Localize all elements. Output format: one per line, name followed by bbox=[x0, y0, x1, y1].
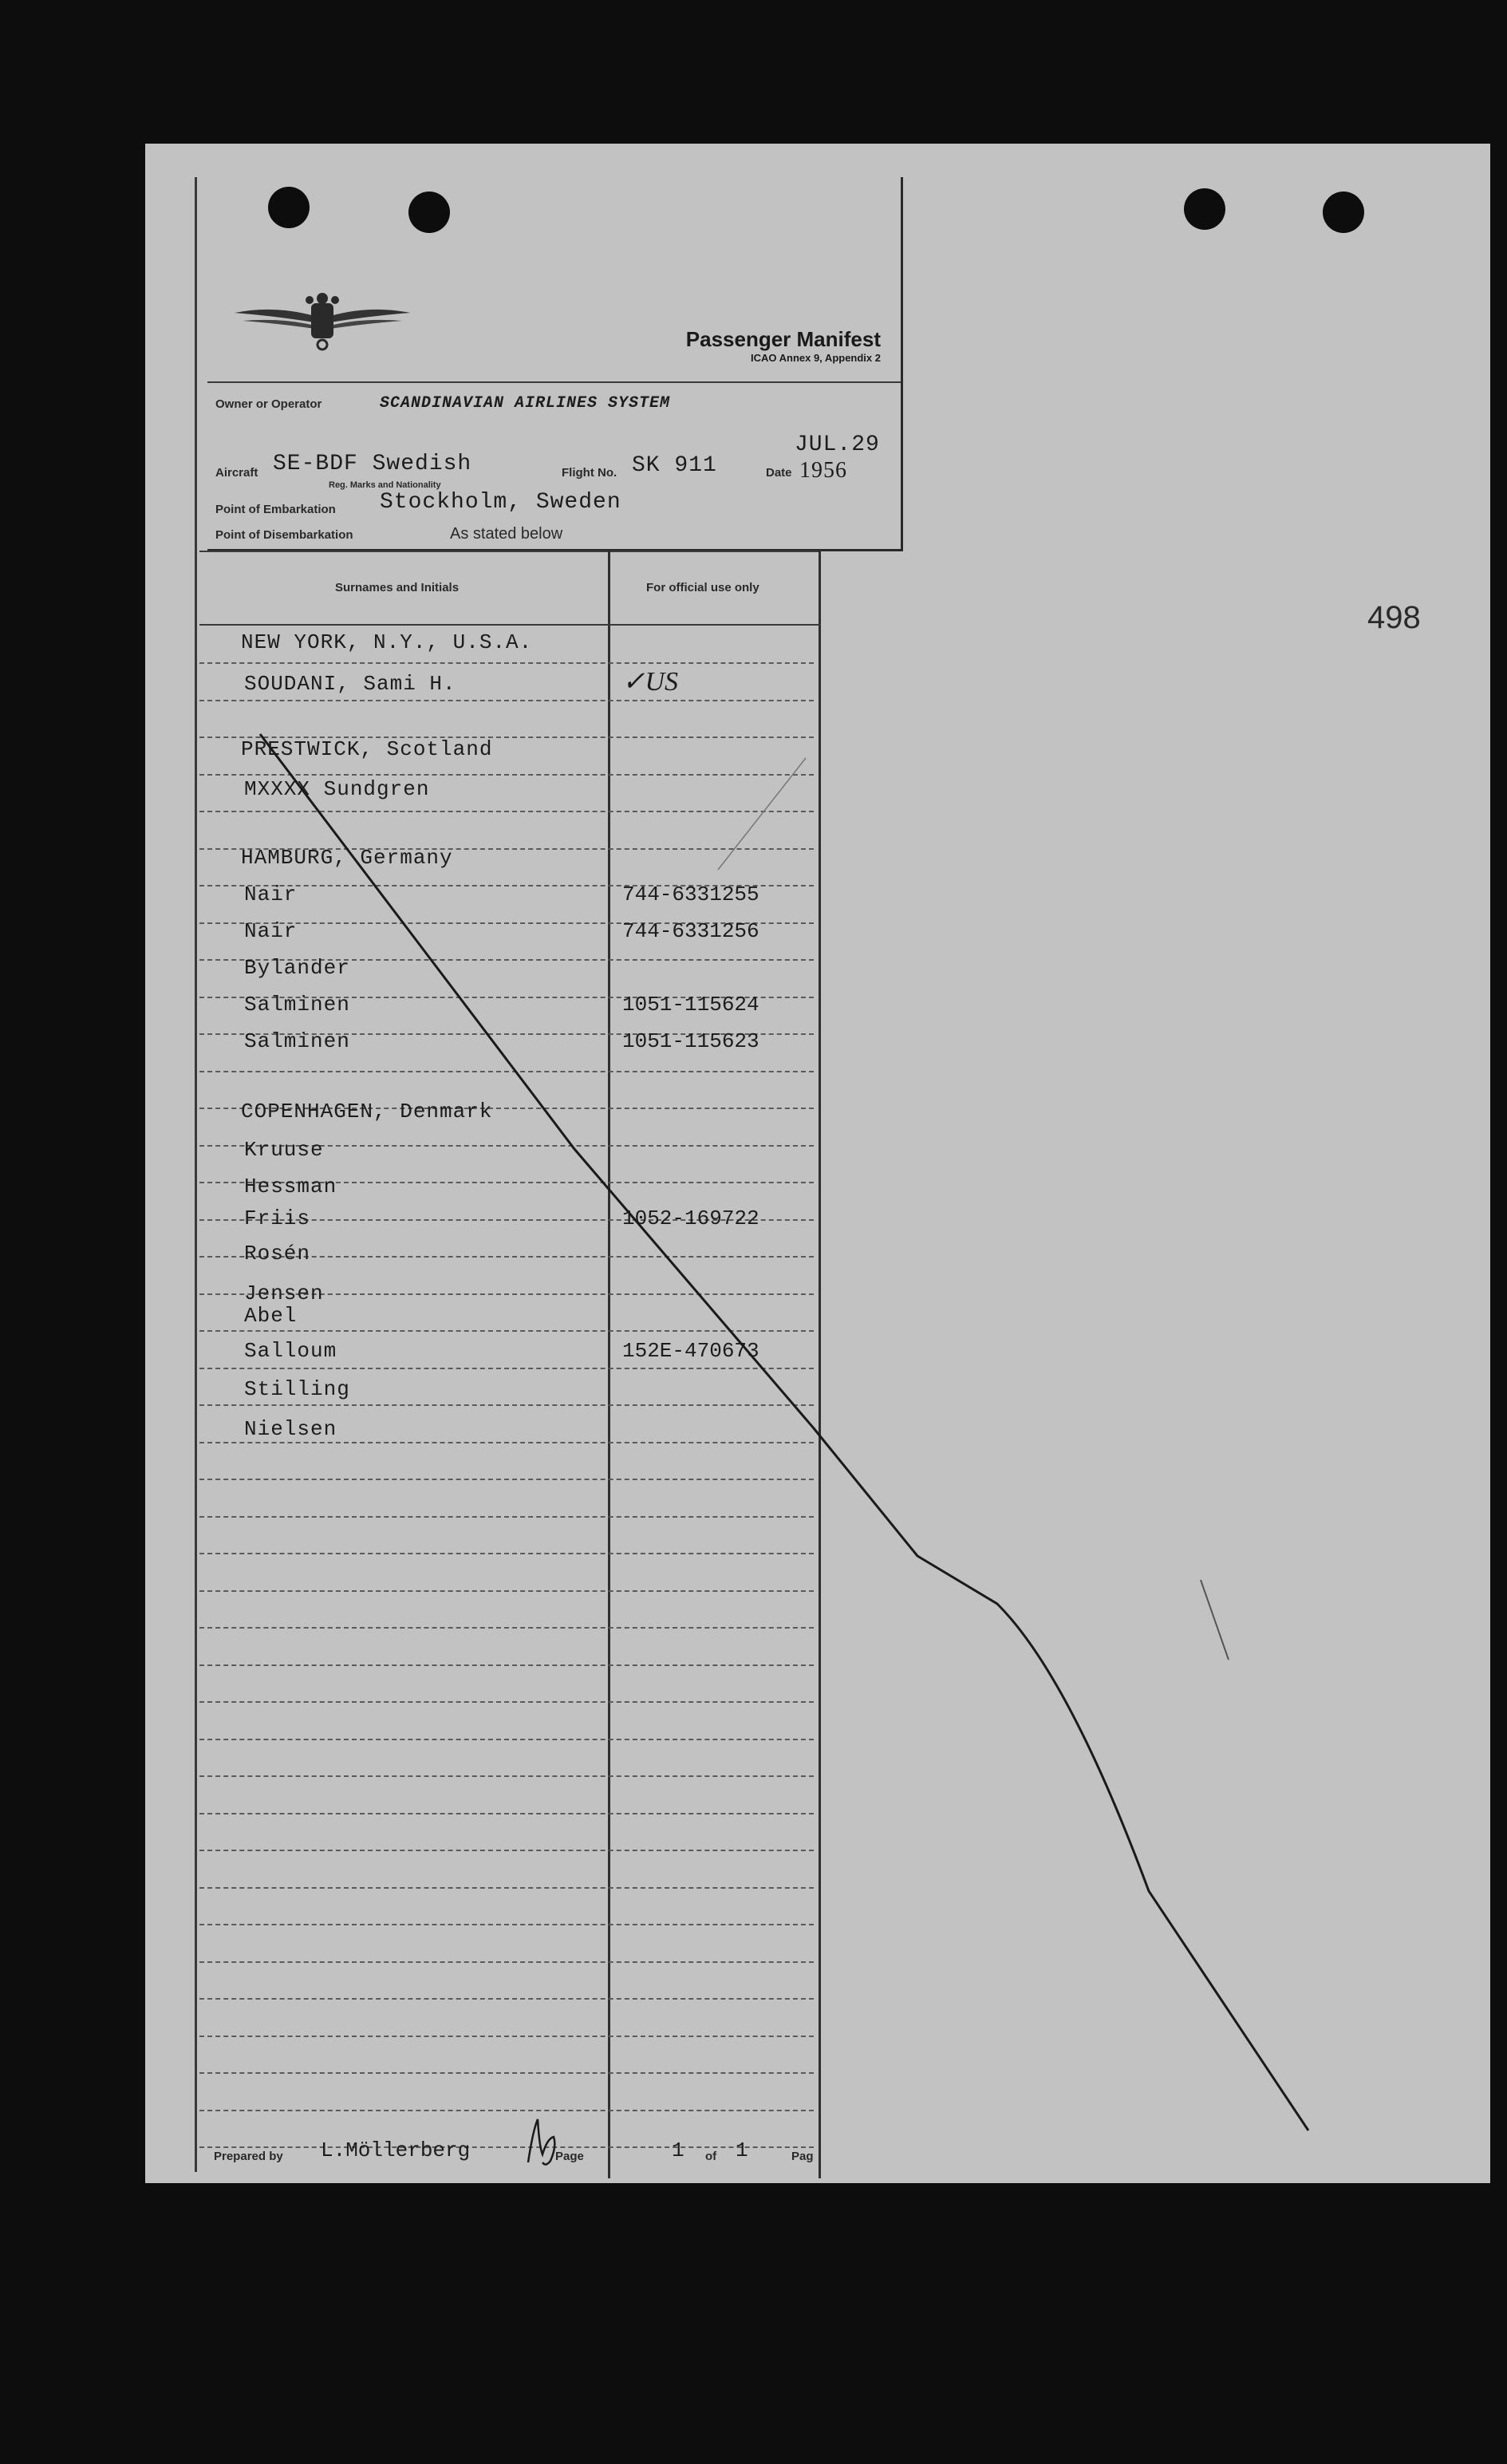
of-label: of bbox=[705, 2150, 717, 2163]
ticket-number: 744-6331255 bbox=[622, 883, 759, 906]
ruled-line bbox=[199, 1813, 814, 1814]
ruled-line bbox=[199, 1330, 814, 1332]
table-top-line bbox=[199, 551, 821, 552]
ruled-line bbox=[199, 1961, 814, 1963]
ruled-line bbox=[199, 1701, 814, 1703]
ticket-number: 1052-169722 bbox=[622, 1206, 759, 1230]
aircraft-value: SE-BDF Swedish bbox=[273, 452, 472, 476]
ruled-line bbox=[199, 1739, 814, 1740]
table-right-edge bbox=[819, 551, 821, 2178]
date-value-2: 1956 bbox=[799, 458, 847, 483]
ruled-line bbox=[199, 1368, 814, 1369]
passenger-name: Friis bbox=[244, 1206, 311, 1230]
passenger-name: Salloum bbox=[244, 1339, 337, 1363]
ruled-line bbox=[199, 700, 814, 701]
punch-hole bbox=[1323, 192, 1364, 233]
ticket-number: 1051-115624 bbox=[622, 993, 759, 1017]
flight-label: Flight No. bbox=[562, 466, 617, 480]
passenger-name: MXXXX Sundgren bbox=[244, 777, 430, 801]
disembarkation-label: Point of Disembarkation bbox=[215, 528, 353, 542]
passenger-table bbox=[195, 551, 821, 2178]
passenger-name: Stilling bbox=[244, 1377, 350, 1401]
column-header-official: For official use only bbox=[646, 581, 759, 594]
ruled-line bbox=[199, 1071, 814, 1072]
ruled-line bbox=[199, 1516, 814, 1518]
passenger-name: Bylander bbox=[244, 956, 350, 980]
prepared-by-label: Prepared by bbox=[214, 2150, 283, 2163]
owner-value: SCANDINAVIAN AIRLINES SYSTEM bbox=[380, 394, 671, 413]
passenger-name: Nair bbox=[244, 919, 298, 943]
ruled-line bbox=[199, 1590, 814, 1592]
column-header-names: Surnames and Initials bbox=[335, 581, 460, 594]
passenger-name: Hessman bbox=[244, 1175, 337, 1198]
ruled-line bbox=[199, 1924, 814, 1925]
passenger-name: Kruuse bbox=[244, 1138, 324, 1162]
date-label: Date bbox=[766, 466, 792, 480]
ruled-line bbox=[199, 1442, 814, 1443]
destination-heading: PRESTWICK, Scotland bbox=[241, 737, 493, 761]
ticket-number: 744-6331256 bbox=[622, 919, 759, 943]
airline-logo-icon bbox=[227, 289, 418, 353]
date-value-1: JUL.29 bbox=[795, 432, 880, 457]
ruled-line bbox=[199, 1664, 814, 1666]
ruled-line bbox=[199, 1850, 814, 1851]
reg-marks-label: Reg. Marks and Nationality bbox=[329, 480, 441, 490]
ruled-line bbox=[199, 774, 814, 776]
archive-page-number: 498 bbox=[1367, 600, 1421, 635]
ticket-number: 152E-470673 bbox=[622, 1339, 759, 1363]
ruled-line bbox=[199, 1404, 814, 1406]
ticket-number: ✓US bbox=[622, 667, 679, 697]
destination-heading: NEW YORK, N.Y., U.S.A. bbox=[241, 630, 533, 654]
passenger-name: Salminen bbox=[244, 1029, 350, 1053]
punch-hole bbox=[1184, 188, 1225, 230]
ruled-line bbox=[199, 1998, 814, 2000]
aircraft-label: Aircraft bbox=[215, 466, 258, 480]
passenger-name: Rosén bbox=[244, 1242, 311, 1266]
passenger-name: Nair bbox=[244, 883, 298, 906]
owner-label: Owner or Operator bbox=[215, 397, 322, 411]
ticket-number: 1051-115623 bbox=[622, 1029, 759, 1053]
ruled-line bbox=[199, 1775, 814, 1777]
ruled-line bbox=[199, 1887, 814, 1889]
disembarkation-value: As stated below bbox=[450, 525, 563, 543]
form-title bbox=[649, 327, 881, 364]
ruled-line bbox=[199, 2110, 814, 2111]
passenger-name: Nielsen bbox=[244, 1417, 337, 1441]
prepared-by-value: L.Möllerberg bbox=[321, 2138, 471, 2162]
destination-heading: HAMBURG, Germany bbox=[241, 846, 453, 870]
ruled-line bbox=[199, 1553, 814, 1554]
ruled-line bbox=[199, 811, 814, 812]
header-underline bbox=[199, 624, 821, 626]
page-value: 1 bbox=[672, 2138, 684, 2162]
flight-value: SK 911 bbox=[632, 453, 717, 478]
ruled-line bbox=[199, 2146, 814, 2148]
title-text: Passenger Manifest bbox=[685, 327, 881, 351]
page-label: Page bbox=[555, 2150, 584, 2163]
subtitle-text: ICAO Annex 9, Appendix 2 bbox=[750, 352, 881, 364]
destination-heading: COPENHAGEN, Denmark bbox=[241, 1100, 493, 1123]
passenger-name: Salminen bbox=[244, 993, 350, 1017]
embarkation-label: Point of Embarkation bbox=[215, 503, 336, 516]
ruled-line bbox=[199, 2036, 814, 2037]
passenger-name: Jensen bbox=[244, 1281, 324, 1305]
ruled-line bbox=[199, 2072, 814, 2074]
passenger-name: Abel bbox=[244, 1304, 298, 1328]
divider bbox=[207, 381, 901, 383]
of-total-value: 1 bbox=[736, 2138, 748, 2162]
passenger-name: SOUDANI, Sami H. bbox=[244, 672, 456, 696]
ruled-line bbox=[199, 1479, 814, 1480]
ruled-line bbox=[199, 1627, 814, 1629]
embarkation-value: Stockholm, Sweden bbox=[380, 490, 621, 515]
table-column-divider bbox=[608, 551, 610, 2178]
ruled-line bbox=[199, 662, 814, 664]
pag-label: Pag bbox=[791, 2150, 814, 2163]
